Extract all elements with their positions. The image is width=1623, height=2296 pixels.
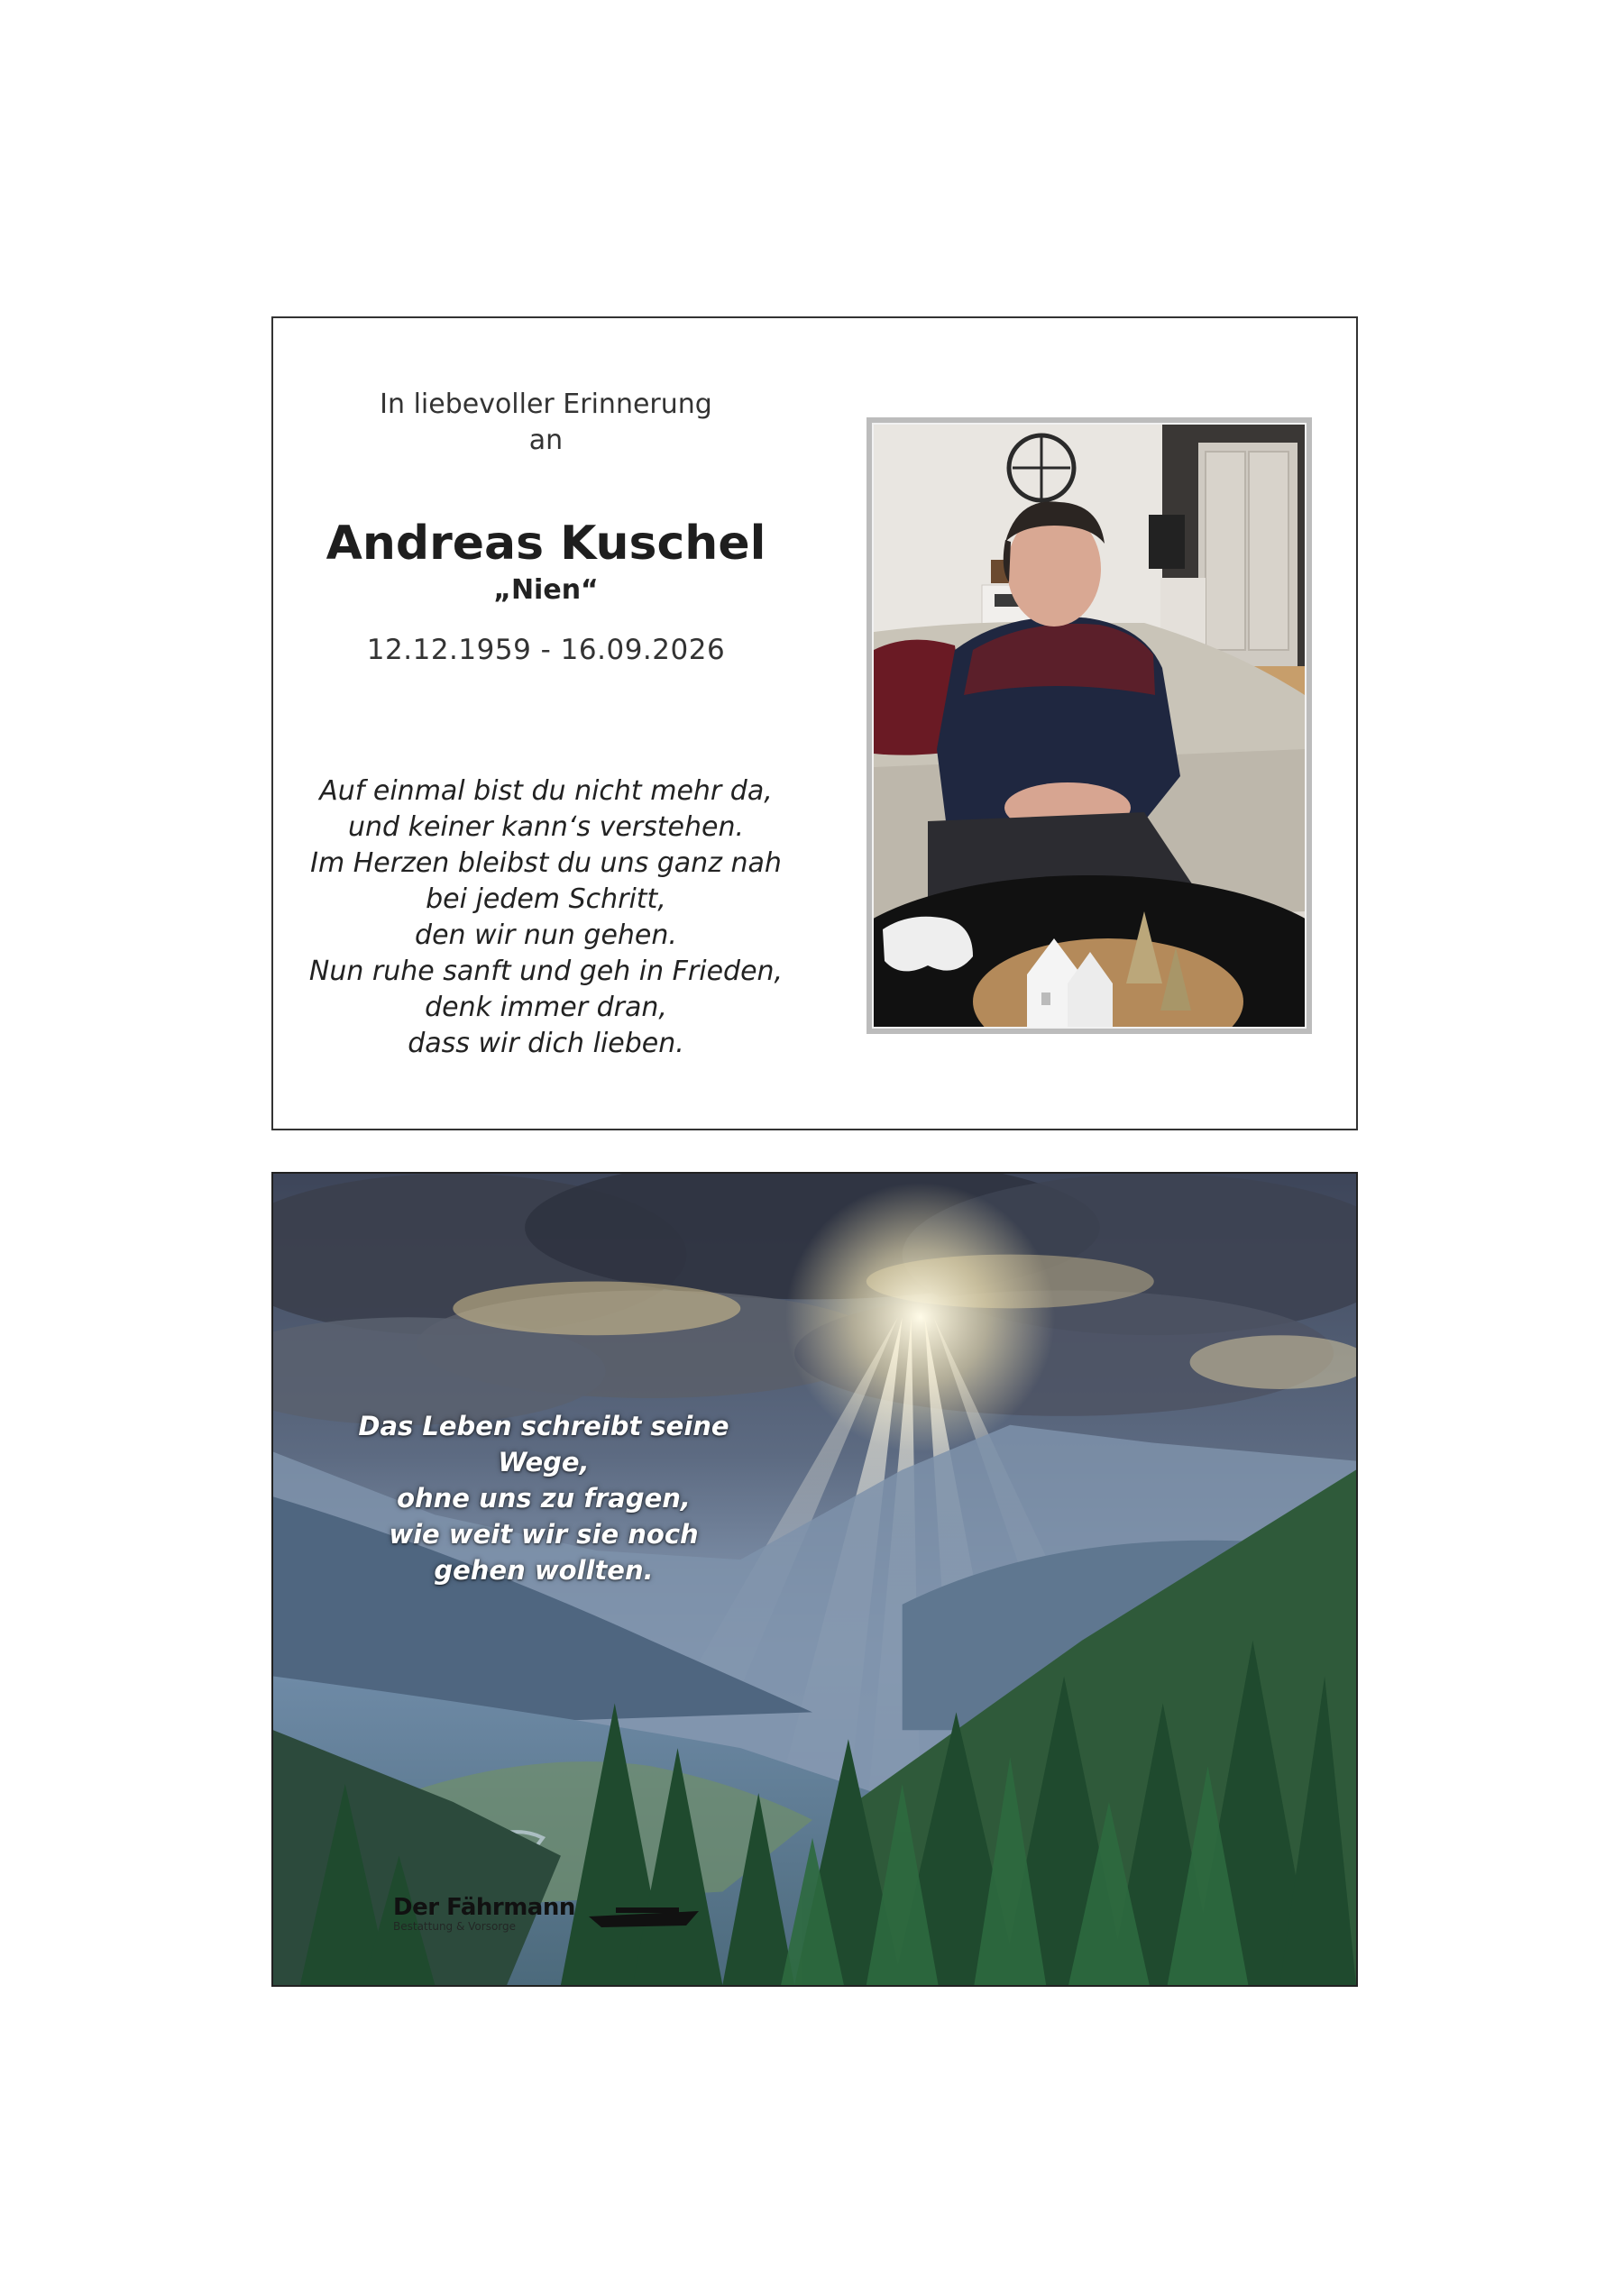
poem-line: den wir nun gehen. <box>415 919 677 951</box>
poem-line: dass wir dich lieben. <box>408 1028 684 1059</box>
memorial-poem <box>273 773 819 1062</box>
portrait-illustration <box>874 425 1305 1027</box>
quote-line: Das Leben schreibt seine Wege, <box>358 1411 729 1477</box>
poem-line: Auf einmal bist du nicht mehr da, <box>319 775 773 807</box>
portrait-photo-frame <box>867 417 1312 1034</box>
poem-line: bei jedem Schritt, <box>426 883 666 915</box>
intro-line-1: In liebevoller Erinnerung <box>380 389 712 420</box>
quote-line: wie weit wir sie noch <box>389 1519 699 1550</box>
memorial-card-back <box>271 1172 1358 1987</box>
boat-icon <box>589 1906 699 1929</box>
deceased-nickname: „Nien“ <box>493 574 599 606</box>
deceased-name: Andreas Kuschel <box>326 517 766 571</box>
memorial-quote <box>318 1408 769 1588</box>
brand-subtitle: Bestattung & Vorsorge <box>393 1920 517 1933</box>
portrait-photo <box>872 423 1307 1029</box>
quote-line: gehen wollten. <box>434 1555 654 1586</box>
brand-name: Der Fährmann <box>393 1894 575 1921</box>
intro-line-2: an <box>528 425 564 456</box>
quote-line: ohne uns zu fragen, <box>397 1483 691 1514</box>
memorial-card-front <box>271 316 1358 1130</box>
poem-line: Nun ruhe sanft und geh in Frieden, <box>308 956 784 987</box>
poem-line: Im Herzen bleibst du uns ganz nah <box>310 847 782 879</box>
life-dates: 12.12.1959 - 16.09.2026 <box>366 634 726 666</box>
intro-text <box>273 387 819 459</box>
funeral-home-logo <box>393 1895 575 1933</box>
poem-line: denk immer dran, <box>425 992 667 1023</box>
poem-line: und keiner kann‘s verstehen. <box>347 811 744 843</box>
memorial-text-column <box>273 318 819 1129</box>
